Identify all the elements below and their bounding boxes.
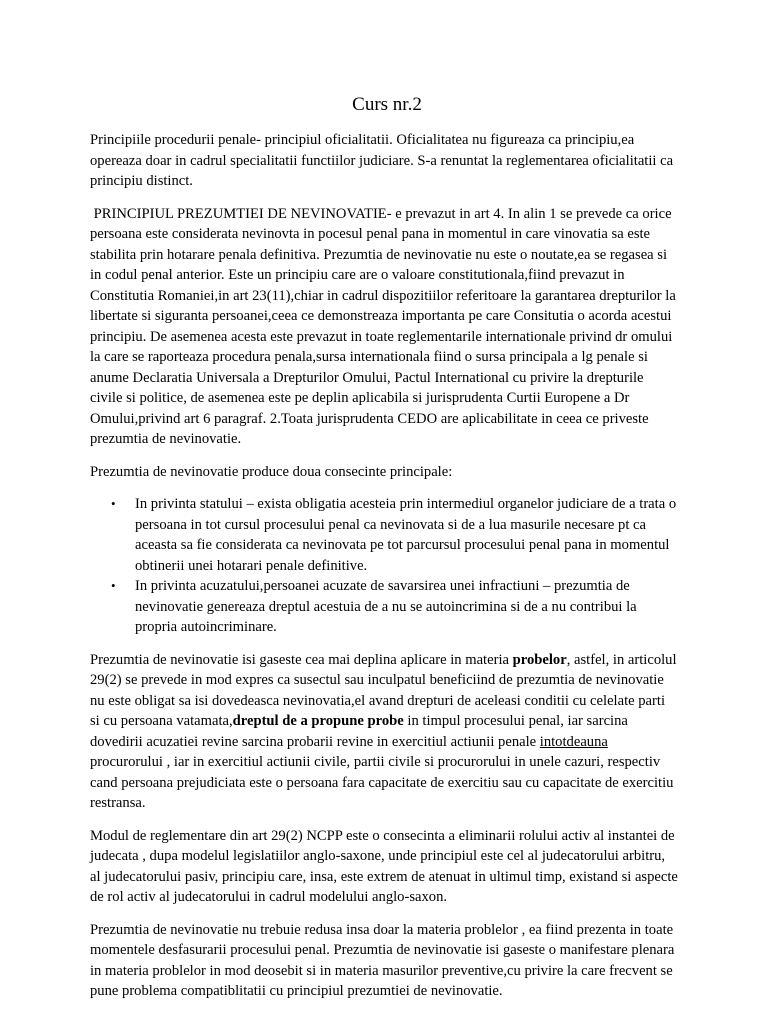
paragraph-prezumtiei <box>90 204 678 450</box>
bold-dreptul: dreptul de a propune probe <box>232 713 404 729</box>
document-body <box>90 92 678 1014</box>
bullet-icon: • <box>111 578 116 593</box>
text-run: procurorului , iar in exercitiul actiunii civile, partii civile si procurorului in unele cazuri, respectiv cand persoana prejudiciata este o persoana fara capacitate de exercitiu sau cu capacitate de exercitiu restransa. <box>90 754 674 811</box>
text-run: Prezumtia de nevinovatie isi gaseste cea mai deplina aplicare in materia <box>90 651 513 668</box>
list-item <box>111 576 678 638</box>
paragraph-prezumtiei-text: PRINCIPIUL PREZUMTIEI DE NEVINOVATIE- e prevazut in art 4. In alin 1 se prevede ca orice persoana este considerata nevinovta in pocesul penal pana in momentul in care vinovatia sa este stabilita prin hotarare penala definitiva. Prezumtia de nevinovatie nu este o noutate,ea se regasea si in codul penal anterior. Este un principiu care are o valoare constitutionala,fiind prevazut in Constitutia Romaniei,in art 23(11),chiar in cadrul dispozitiilor referitoare la garantarea drepturilor la libertate si siguranta persoanei,ceea ce demonstreaza importanta pe care Consitutia o acorda acestui principiu. De asemenea acesta este prevazut in toate reglementarile internationale privind dr omului la care se raporteaza procedura penala,sursa internationala fiind o sursa principala a lg penale si anume Declaratia Universala a Drepturilor Omului, Pactul International cu privire la drepturile civile si politice, de asemenea este pe deplin aplicabila si jurisprudenta Curtii Europene a Dr Omului,privind art 6 paragraf. 2.Toata jurisprudenta CEDO are aplicabilitate in ceea ce priveste prezumtia de nevinovatie. <box>90 205 676 447</box>
paragraph-reglementare: Modul de reglementare din art 29(2) NCPP este o consecinta a eliminarii rolului activ al instantei de judecata , dupa modelul legislatiilor anglo-saxone, unde principiul este cel al judecatorului arbitru, al judecatorului pasiv, principiu care, insa, este extrem de atenuat in ultimul timp, existand si aspecte de rol activ al judecatorului in cadrul modelului anglo-saxon. <box>90 827 678 905</box>
paragraph-probelor <box>90 650 678 814</box>
page-title: Curs nr.2 <box>352 94 422 115</box>
paragraph-oficialitatii: Principiile procedurii penale- principiul oficialitatii. Oficialitatea nu figureaza ca principiu,ea opereaza doar in cadrul specialitatii functiilor judiciare. S-a renuntat la reglementarea oficialitatii ca principiu distinct. <box>90 132 674 189</box>
underlined-intotdeauna: intotdeauna <box>539 733 608 750</box>
list-item <box>111 494 678 576</box>
list-item-text: In privinta statului – exista obligatia acesteia prin intermediul organelor judiciare de a trata o persoana in tot cursul procesului penal ca nevinovata si de a lua masurile necesare pt ca aceasta sa fie considerata ca nevinovata pe tot parcursul procesului penal pana in momentul obtinerii unei hotarari penale definitive. <box>135 496 677 574</box>
bullet-icon: • <box>111 496 116 511</box>
list-item-text: In privinta acuzatului,persoanei acuzate de savarsirea unei infractiuni – prezumtia de nevinovatie genereaza dreptul acestuia de a nu se autoincrimina si de a nu contribui la propria autoincriminare. <box>135 578 637 635</box>
text-run: , astfel, in articolul 29(2) se prevede in mod expres ca susectul sau inculpatul beneficiind de prezumtia de nevinovatie nu este obligat sa isi dovedeasca nevinovatia,el avand drepturi de aceleasi conditii cu celelate parti si cu persoana vatamata, <box>90 651 677 729</box>
paragraph-consecinte: Prezumtia de nevinovatie produce doua consecinte principale: <box>90 463 453 480</box>
text-run: in timpul procesului penal, iar sarcina dovedirii acuzatiei revine sarcina probarii revine in exercitiul actiunii penale <box>90 713 628 750</box>
paragraph-momente: Prezumtia de nevinovatie nu trebuie redusa insa doar la materia problelor , ea fiind prezenta in toate momentele desfasurarii procesului penal. Prezumtia de nevinovatie isi gaseste o manifestare plenara in materia problelor in mod deosebit si in materia masurilor preventive,cu privire la care frecvent se pune problema compatiblitatii cu principiul prezumtiei de nevinovatie. <box>90 921 675 999</box>
bold-probelor: probelor <box>512 651 567 668</box>
consecinte-list <box>90 494 678 638</box>
